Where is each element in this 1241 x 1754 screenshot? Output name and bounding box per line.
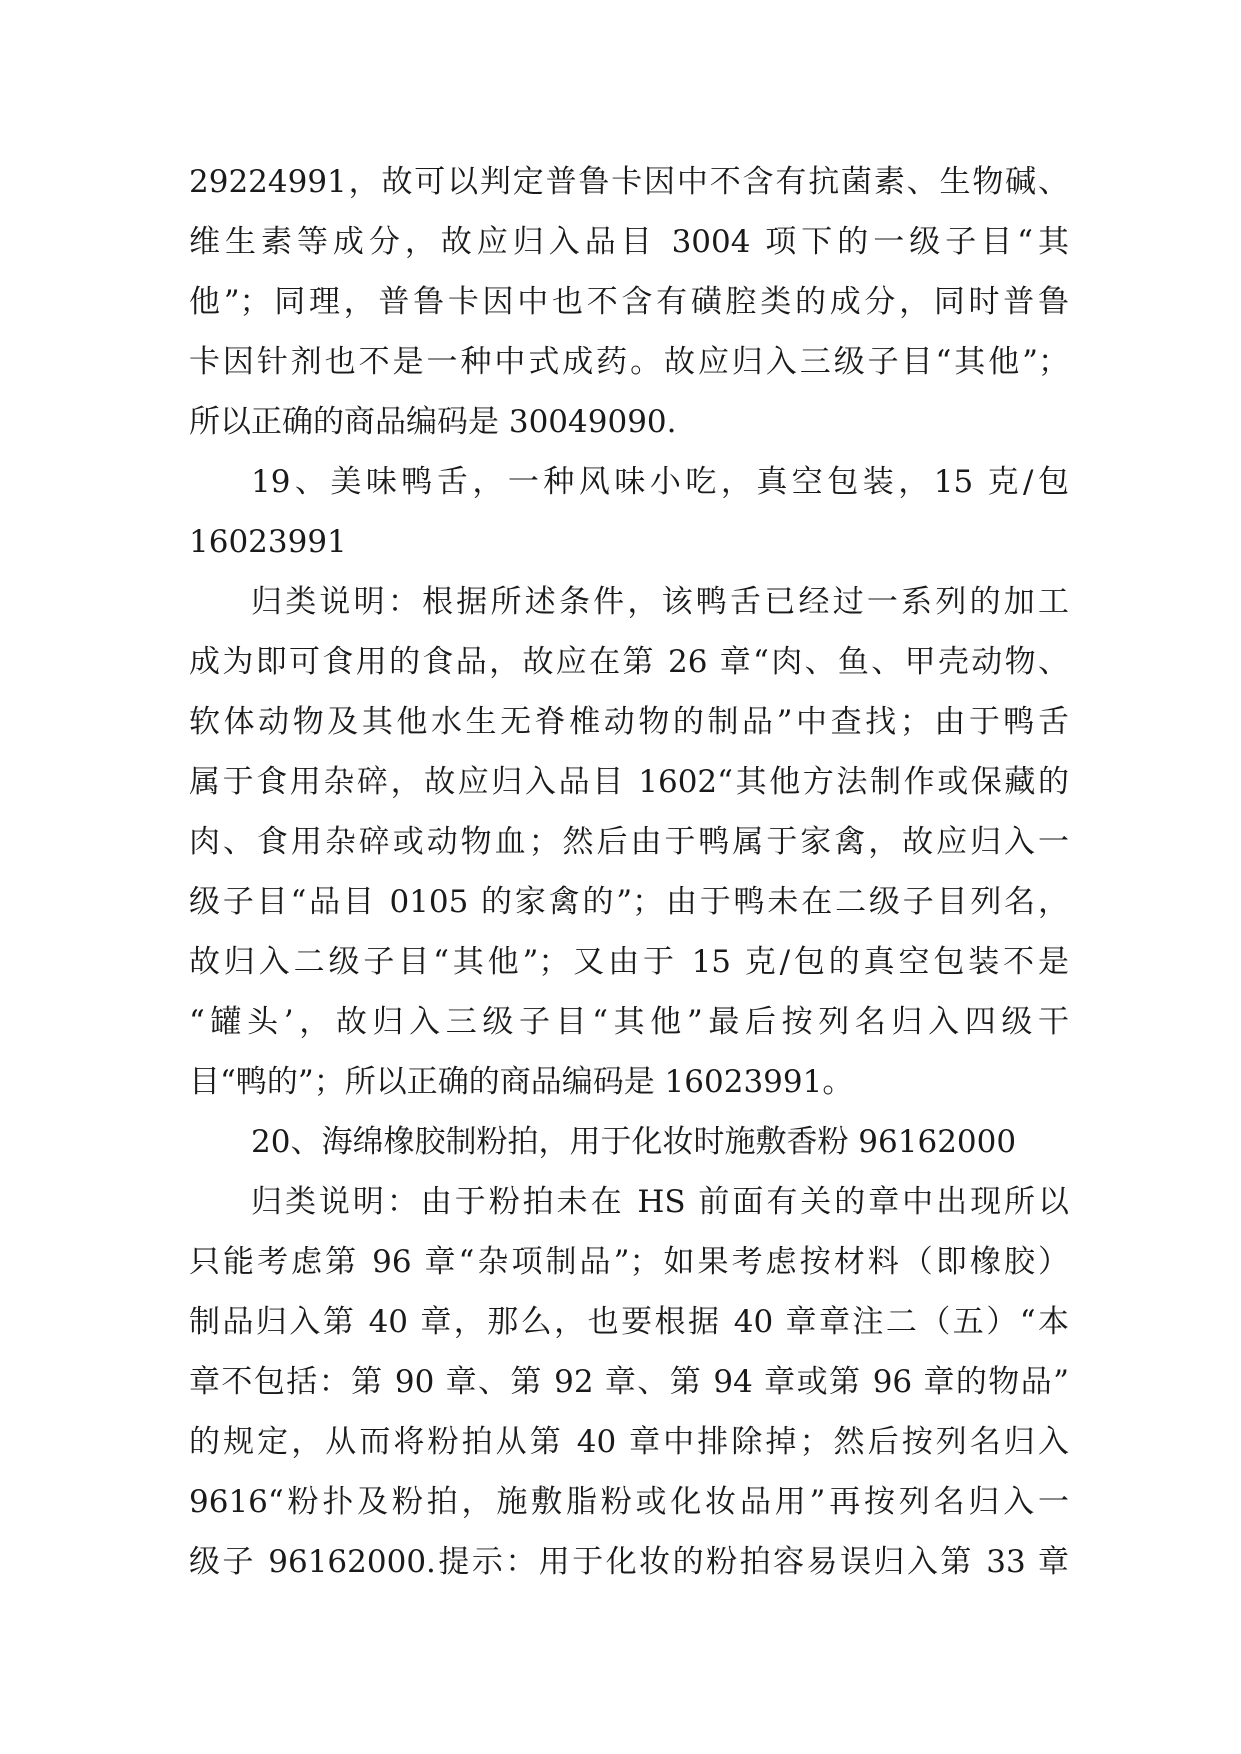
text-line: 级子 96162000.提示：用于化妆的粉拍容易误归入第 33 章	[189, 1544, 1069, 1580]
text-line: 目“鸭的”；所以正确的商品编码是 16023991。	[189, 1064, 854, 1100]
text-line: 归类说明：由于粉拍未在 HS 前面有关的章中出现所以	[251, 1184, 1069, 1220]
text-line: 他”；同理，普鲁卡因中也不含有磺腔类的成分，同时普鲁	[189, 284, 1069, 320]
text-line: 维生素等成分，故应归入品目 3004 项下的一级子目“其	[189, 224, 1069, 260]
text-line: 20、海绵橡胶制粉拍，用于化妆时施敷香粉 96162000	[251, 1124, 1017, 1160]
body-text	[189, 152, 1069, 1592]
text-line: 归类说明：根据所述条件，该鸭舌已经过一系列的加工	[251, 584, 1069, 620]
text-line: 16023991	[189, 524, 347, 560]
text-line: 成为即可食用的食品，故应在第 26 章“肉、鱼、甲壳动物、	[189, 644, 1069, 680]
text-line: “罐头’，故归入三级子目“其他”最后按列名归入四级干	[189, 1004, 1069, 1040]
text-line: 肉、食用杂碎或动物血；然后由于鸭属于家禽，故应归入一	[189, 824, 1069, 860]
text-line: 只能考虑第 96 章“杂项制品”；如果考虑按材料（即橡胶）	[189, 1244, 1069, 1280]
text-line: 9616“粉扑及粉拍，施敷脂粉或化妆品用”再按列名归入一	[189, 1484, 1069, 1520]
text-line: 故归入二级子目“其他”；又由于 15 克/包的真空包装不是	[189, 944, 1069, 980]
text-line: 级子目“品目 0105 的家禽的”；由于鸭未在二级子目列名，	[189, 884, 1069, 920]
text-line: 制品归入第 40 章，那么，也要根据 40 章章注二（五）“本	[189, 1304, 1069, 1340]
text-line: 章不包括：第 90 章、第 92 章、第 94 章或第 96 章的物品”	[189, 1364, 1069, 1400]
text-line: 19、美味鸭舌，一种风味小吃，真空包装，15 克/包	[251, 464, 1069, 500]
text-line: 29224991，故可以判定普鲁卡因中不含有抗菌素、生物碱、	[189, 164, 1069, 200]
text-line: 卡因针剂也不是一种中式成药。故应归入三级子目“其他”；	[189, 344, 1069, 380]
text-line: 所以正确的商品编码是 30049090.	[189, 404, 677, 440]
text-line: 属于食用杂碎，故应归入品目 1602“其他方法制作或保藏的	[189, 764, 1069, 800]
text-line: 软体动物及其他水生无脊椎动物的制品”中查找；由于鸭舌	[189, 704, 1069, 740]
text-line: 的规定，从而将粉拍从第 40 章中排除掉；然后按列名归入	[189, 1424, 1069, 1460]
